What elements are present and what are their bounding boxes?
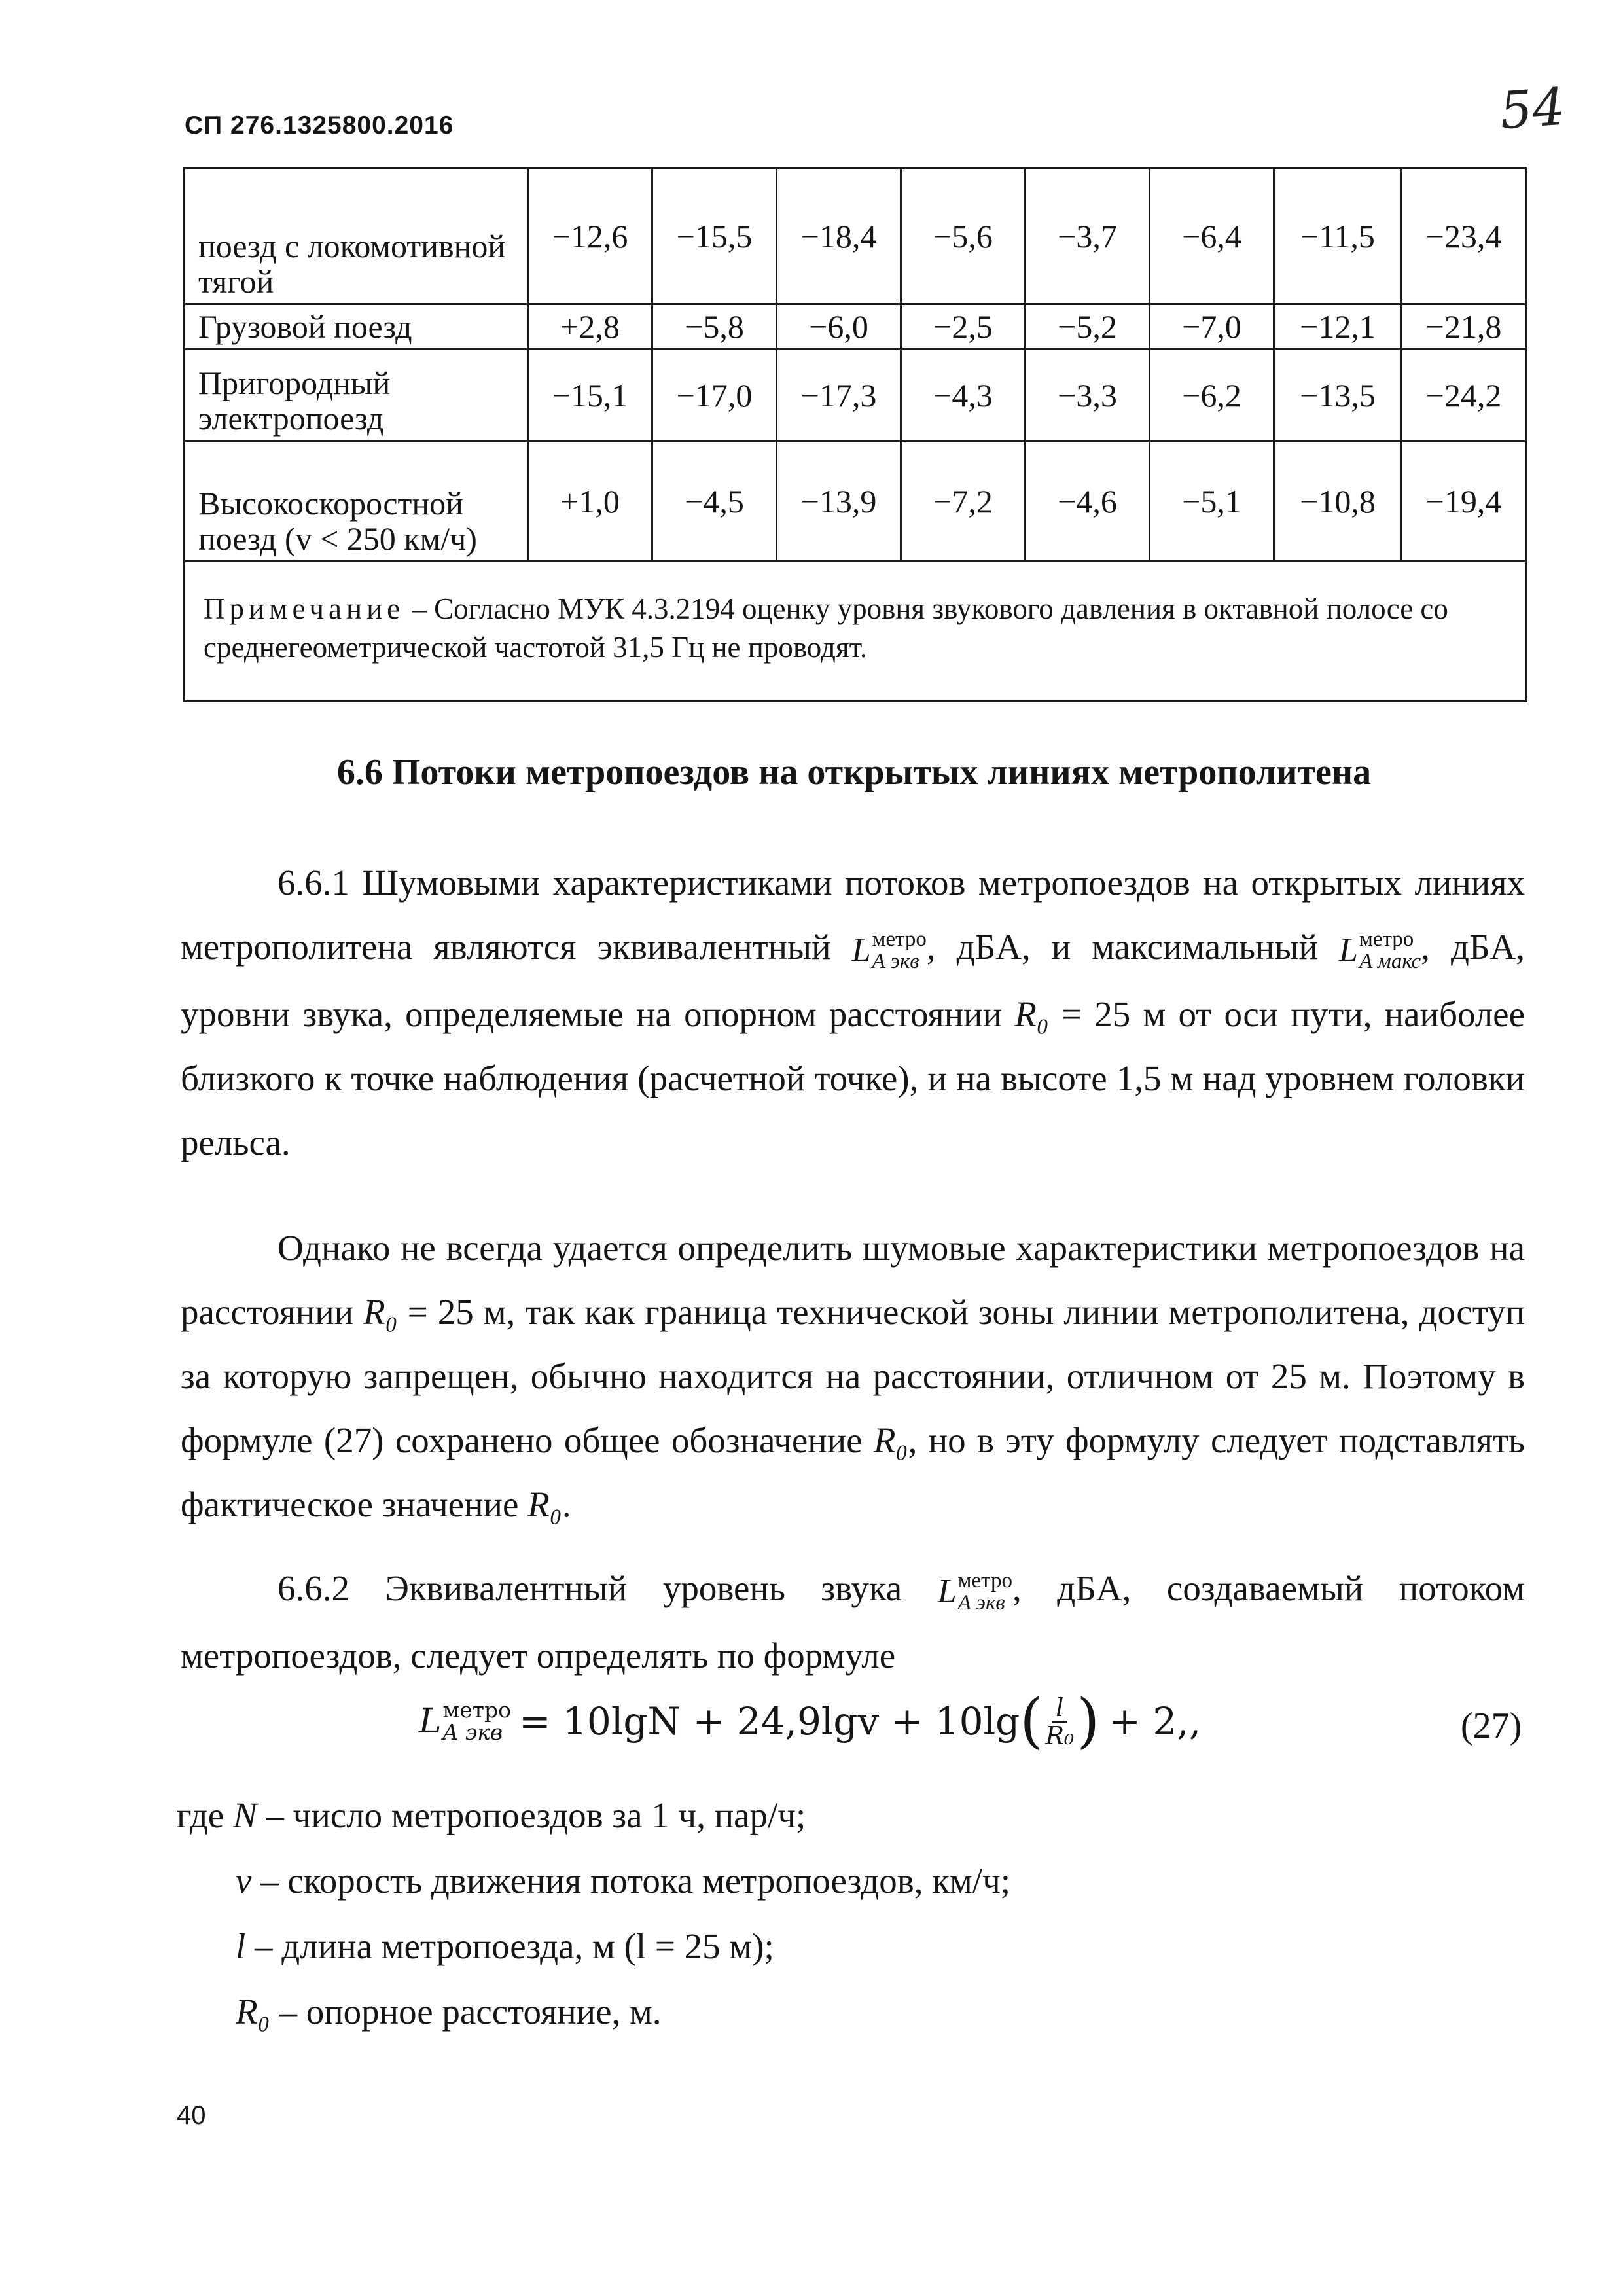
document-code: СП 276.1325800.2016 — [185, 111, 454, 139]
symbol-l-a-ekv: L метро A экв — [419, 1697, 511, 1745]
paragraph-r0-explanation: Однако не всегда удается определить шумовые характеристики метропоездов на расстоянии R₀ = 25 м, так как граница технической зоны линии метрополитена, доступ за которую запрещен, обычно находится на расстоянии, отличном от 25 м. Поэтому в формуле (27) сохранено общее обозначение R₀, но в эту формулу следует подставлять фактическое значение R₀. — [181, 1228, 1525, 1524]
table-cell: −12,1 — [1274, 304, 1402, 350]
table-cell: −4,6 — [1026, 441, 1150, 562]
equation-number: (27) — [1461, 1706, 1522, 1746]
table-cell: −3,7 — [1026, 168, 1150, 304]
table-cell: −6,2 — [1150, 350, 1274, 441]
note-label: Примечание — [204, 592, 405, 625]
table-cell: −6,4 — [1150, 168, 1274, 304]
table-cell: −15,5 — [652, 168, 777, 304]
table-cell: −11,5 — [1274, 168, 1402, 304]
handwritten-page-number: 54 — [1497, 77, 1567, 141]
table-cell: −17,3 — [777, 350, 901, 441]
table-cell: +2,8 — [528, 304, 652, 350]
table-cell: −12,6 — [528, 168, 652, 304]
table-cell: −5,8 — [652, 304, 777, 350]
symbol-l-a-ekv: L метро A экв — [937, 1569, 1012, 1615]
note-text: – Согласно МУК 4.3.2194 оценку уровня звукового давления в октавной полосе со среднегеометрической частотой 31,5 Гц не проводят. — [204, 592, 1448, 664]
table-cell: −13,9 — [777, 441, 901, 562]
paragraph-6-6-1: 6.6.1 Шумовыми характеристиками потоков метропоездов на открытых линиях метрополитена являются эквивалентный L метро A экв , дБA, и максимальный L метро A макс , дБA, уровни звука, определяемые на опорном расстоянии R₀ = 25 м от оси пути, наиболее близкого к точке наблюдения (расчетной точке), и на высоте 1,5 м над уровнем головки рельса. — [181, 863, 1525, 1163]
row-label: поезд с локомотивной тягой — [185, 168, 528, 304]
table-row — [185, 168, 1526, 304]
table-cell: −19,4 — [1402, 441, 1526, 562]
section-heading: 6.6 Потоки метропоездов на открытых линиях метрополитена — [336, 752, 1372, 793]
table-cell: +1,0 — [528, 441, 652, 562]
table-cell: −6,0 — [777, 304, 901, 350]
table-note — [185, 562, 1526, 702]
page-number: 40 — [177, 2101, 206, 2130]
table-cell: −4,3 — [901, 350, 1026, 441]
paragraph-6-6-2: 6.6.2 Эквивалентный уровень звука L метро A экв , дБA, создаваемый потоком метропоездов, следует определять по формуле — [181, 1556, 1525, 1688]
symbol-l-a-ekv: L метро A экв — [851, 927, 927, 974]
table-cell: −17,0 — [652, 350, 777, 441]
table-cell: −23,4 — [1402, 168, 1526, 304]
formula-27: L метро A экв = 10lgN + 24,9lgv + 10lg ( $\frac{l}{\text{R₀}}$ ) + 2,, — [419, 1687, 1202, 1755]
table-cell: −4,5 — [652, 441, 777, 562]
table-cell: −5,2 — [1026, 304, 1150, 350]
table-cell: −3,3 — [1026, 350, 1150, 441]
fraction: $\frac{l}{\text{R₀}}$ — [1045, 1693, 1075, 1750]
table-cell: −7,2 — [901, 441, 1026, 562]
table-cell: −5,1 — [1150, 441, 1274, 562]
row-label: Грузовой поезд — [185, 304, 528, 350]
table-cell: −7,0 — [1150, 304, 1274, 350]
table-row — [185, 441, 1526, 562]
table-cell: −13,5 — [1274, 350, 1402, 441]
table-cell: −15,1 — [528, 350, 652, 441]
row-label: Высокоскоростной поезд (v < 250 км/ч) — [185, 441, 528, 562]
table-row — [185, 304, 1526, 350]
table-cell: −10,8 — [1274, 441, 1402, 562]
symbol-l-a-maks: L метро A макс — [1339, 927, 1421, 974]
table-cell: −5,6 — [901, 168, 1026, 304]
table-row — [185, 350, 1526, 441]
table-cell: −21,8 — [1402, 304, 1526, 350]
table-cell: −2,5 — [901, 304, 1026, 350]
table-cell: −18,4 — [777, 168, 901, 304]
row-label: Пригородный электропоезд — [185, 350, 528, 441]
table-cell: −24,2 — [1402, 350, 1526, 441]
table-note-row — [185, 562, 1526, 702]
noise-correction-table — [183, 167, 1527, 702]
